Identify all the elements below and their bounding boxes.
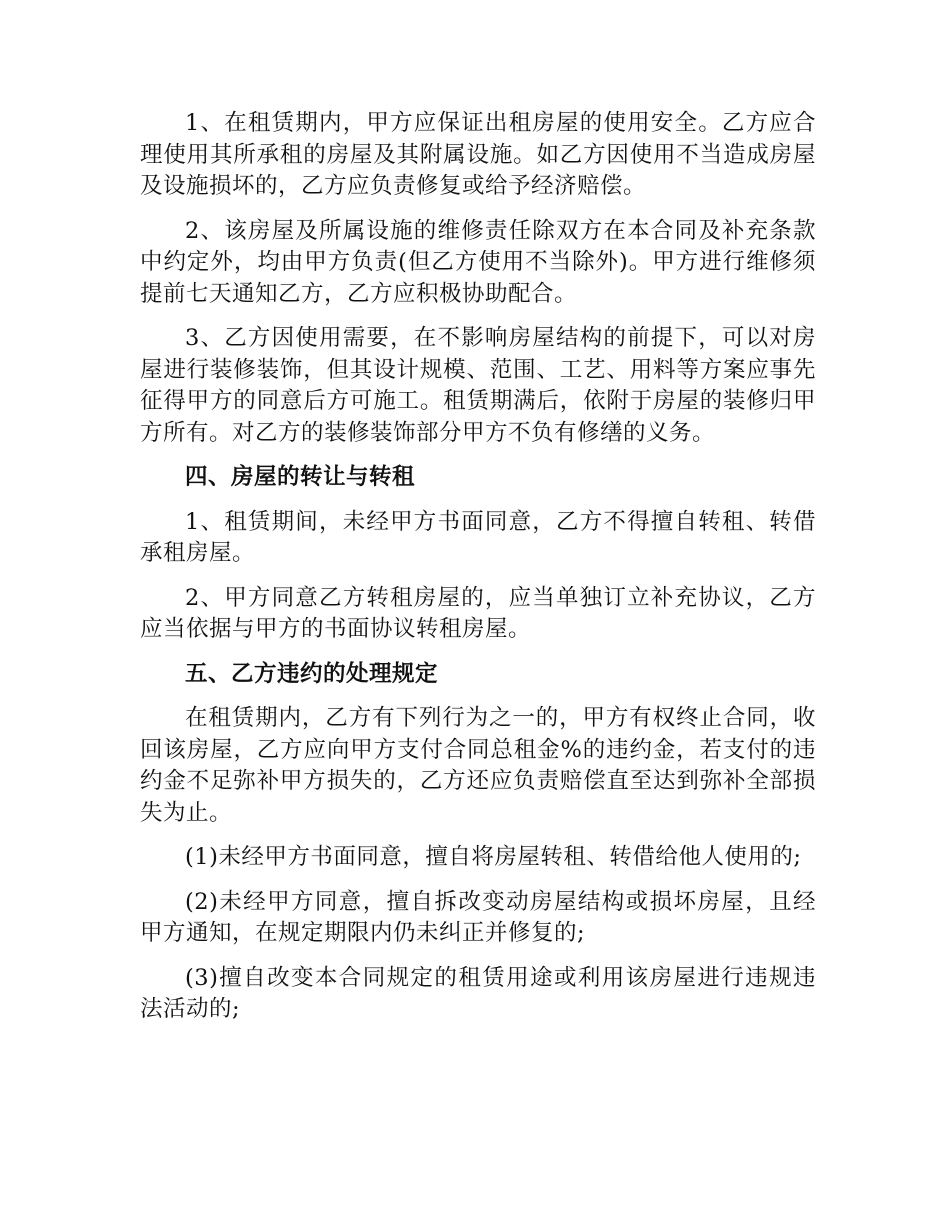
clause-item-2: (2)未经甲方同意，擅自拆改变动房屋结构或损坏房屋，且经甲方通知，在规定期限内仍未纠正并修复的; <box>140 888 816 946</box>
document-page <box>140 108 816 1039</box>
clause-item-3: (3)擅自改变本合同规定的租赁用途或利用该房屋进行违规违法活动的; <box>140 964 816 1022</box>
section-heading-5: 五、乙方违约的处理规定 <box>185 660 439 687</box>
clause-paragraph-3: 3、乙方因使用需要，在不影响房屋结构的前提下，可以对房屋进行装修装饰，但其设计规模、范围、工艺、用料等方案应事先征得甲方的同意后方可施工。租赁期满后，依附于房屋的装修归甲方所有。对乙方的装修装饰部分甲方不负有修缮的义务。 <box>140 325 816 446</box>
clause-paragraph-4: 1、租赁期间，未经甲方书面同意，乙方不得擅自转租、转借承租房屋。 <box>140 508 816 566</box>
clause-paragraph-1: 1、在租赁期内，甲方应保证出租房屋的使用安全。乙方应合理使用其所承租的房屋及其附属设施。如乙方因使用不当造成房屋及设施损坏的，乙方应负责修复或给予经济赔偿。 <box>140 110 816 199</box>
clause-item-1: (1)未经甲方书面同意，擅自将房屋转租、转借给他人使用的; <box>185 844 802 870</box>
clause-paragraph-2: 2、该房屋及所属设施的维修责任除双方在本合同及补充条款中约定外，均由甲方负责(但乙方使用不当除外)。甲方进行维修须提前七天通知乙方，乙方应积极协助配合。 <box>140 217 816 307</box>
section-heading-4: 四、房屋的转让与转租 <box>185 464 416 490</box>
clause-paragraph-6: 在租赁期内，乙方有下列行为之一的，甲方有权终止合同，收回该房屋，乙方应向甲方支付合同总租金%的违约金，若支付的违约金不足弥补甲方损失的，乙方还应负责赔偿直至达到弥补全部损失为止。 <box>140 705 816 826</box>
clause-paragraph-5: 2、甲方同意乙方转租房屋的，应当单独订立补充协议，乙方应当依据与甲方的书面协议转租房屋。 <box>140 584 816 642</box>
